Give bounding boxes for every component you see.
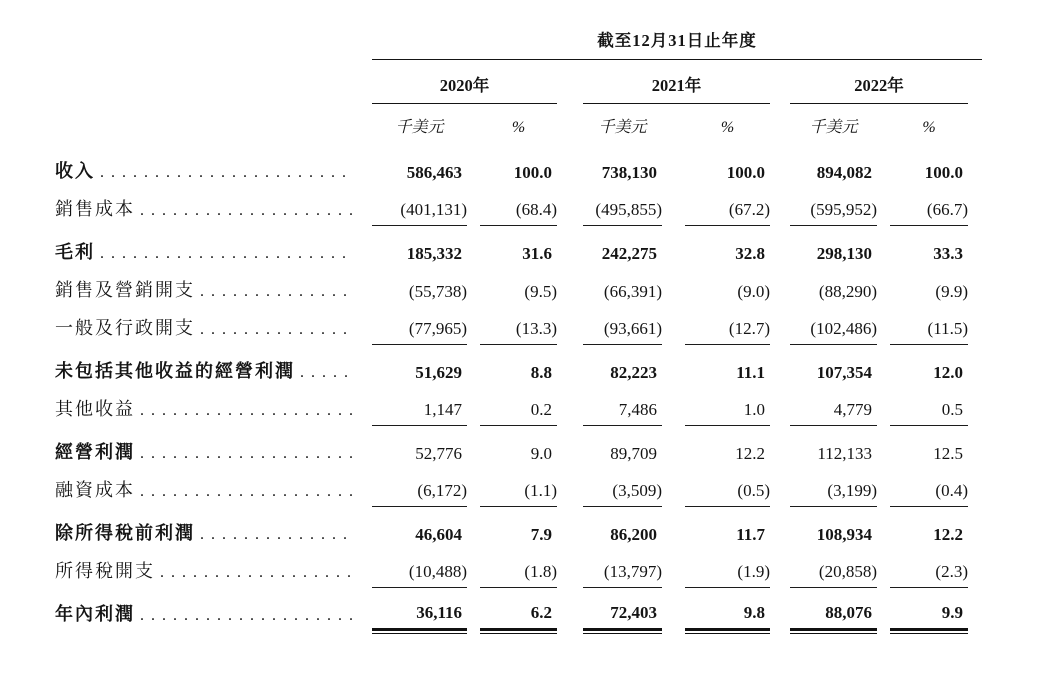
value-cell: 1,147	[372, 399, 467, 426]
table-row	[55, 512, 968, 550]
table-row	[55, 150, 968, 188]
row-label: 經營利潤	[55, 442, 135, 462]
dot-leader	[160, 560, 354, 584]
dot-leader	[300, 360, 354, 384]
column-gap	[770, 118, 790, 138]
value-cell: 52,776	[415, 444, 462, 463]
value-cell: (77,965)	[372, 318, 467, 345]
value-cell: 31.6	[522, 244, 552, 263]
value-cell: (68.4)	[480, 199, 557, 226]
value-cell: (66.7)	[890, 199, 968, 226]
row-label-cell	[55, 522, 372, 550]
value-cell: (55,738)	[408, 282, 467, 301]
value-cell: (2.3)	[890, 561, 968, 588]
value-cell: (1.9)	[685, 561, 770, 588]
row-label: 未包括其他收益的經營利潤	[55, 361, 295, 381]
value-cell: (93,661)	[583, 318, 662, 345]
table-row	[55, 307, 968, 345]
value-cell: 112,133	[817, 444, 872, 463]
value-cell: (1.1)	[480, 480, 557, 507]
table-row	[55, 431, 968, 469]
value-cell: (6,172)	[372, 480, 467, 507]
row-label: 一般及行政開支	[55, 318, 195, 338]
row-label: 除所得稅前利潤	[55, 523, 195, 543]
label-column-spacer	[55, 76, 372, 104]
value-cell: 12.2	[735, 444, 765, 463]
dot-leader	[140, 479, 354, 503]
year-header-2021: 2021年	[583, 76, 770, 104]
value-cell: 1.0	[685, 399, 770, 426]
column-gap	[557, 76, 583, 104]
value-cell: 107,354	[816, 363, 872, 382]
label-column-spacer	[55, 118, 372, 138]
value-cell: 0.5	[890, 399, 968, 426]
value-cell: (13.3)	[480, 318, 557, 345]
value-cell: (9.5)	[524, 282, 557, 301]
row-label-cell	[55, 198, 372, 226]
value-cell: (9.9)	[935, 282, 968, 301]
value-cell: 108,934	[816, 525, 872, 544]
value-cell: (0.4)	[890, 480, 968, 507]
value-cell: 12.5	[933, 444, 963, 463]
units-row	[55, 118, 968, 138]
value-cell: (20,858)	[790, 561, 877, 588]
value-cell: 72,403	[583, 602, 662, 631]
value-cell: 0.2	[480, 399, 557, 426]
value-cell: (66,391)	[603, 282, 662, 301]
unit-header-usd-thousand: 千美元	[809, 119, 858, 136]
row-label-cell	[55, 398, 372, 426]
value-cell: (11.5)	[890, 318, 968, 345]
table-row	[55, 550, 968, 588]
row-label-cell	[55, 560, 372, 588]
row-label: 銷售及營銷開支	[55, 280, 195, 300]
unit-header-usd-thousand: 千美元	[598, 119, 647, 136]
table-row	[55, 469, 968, 507]
row-label-cell	[55, 160, 372, 188]
value-cell: 100.0	[726, 163, 765, 182]
table-row	[55, 269, 968, 307]
value-cell: (1.8)	[480, 561, 557, 588]
years-row	[55, 76, 968, 104]
value-cell: 7,486	[583, 399, 662, 426]
table-row	[55, 231, 968, 269]
dot-leader	[200, 522, 354, 546]
column-gap	[877, 118, 890, 138]
value-cell: (3,199)	[790, 480, 877, 507]
value-cell: (401,131)	[372, 199, 467, 226]
value-cell: (12.7)	[685, 318, 770, 345]
dot-leader	[140, 398, 354, 422]
value-cell: 86,200	[610, 525, 657, 544]
value-cell: (495,855)	[583, 199, 662, 226]
column-gap	[662, 118, 685, 138]
table-row	[55, 388, 968, 426]
row-label: 其他收益	[55, 399, 135, 419]
value-cell: (10,488)	[372, 561, 467, 588]
row-label: 毛利	[55, 242, 95, 262]
value-cell: 6.2	[480, 602, 557, 631]
value-cell: (0.5)	[685, 480, 770, 507]
row-label-cell	[55, 360, 372, 388]
value-cell: 7.9	[530, 525, 552, 544]
table-body	[55, 150, 968, 631]
value-cell: 89,709	[610, 444, 657, 463]
row-label-cell	[55, 479, 372, 507]
value-cell: 82,223	[610, 363, 657, 382]
value-cell: 185,332	[406, 244, 462, 263]
dot-leader	[140, 441, 354, 465]
value-cell: 586,463	[406, 163, 462, 182]
value-cell: 298,130	[816, 244, 872, 263]
column-gap	[770, 76, 790, 104]
row-label-cell	[55, 441, 372, 469]
value-cell: 11.1	[736, 363, 765, 382]
value-cell: 46,604	[415, 525, 462, 544]
dot-leader	[200, 279, 354, 303]
value-cell: 36,116	[372, 602, 467, 631]
dot-leader	[100, 241, 354, 265]
dot-leader	[140, 603, 354, 627]
value-cell: 894,082	[816, 163, 872, 182]
column-gap	[557, 118, 583, 138]
row-label-cell	[55, 317, 372, 345]
column-gap	[467, 118, 480, 138]
table-row	[55, 593, 968, 631]
period-header: 截至12月31日止年度	[597, 31, 757, 50]
row-label-cell	[55, 603, 372, 631]
row-label: 所得稅開支	[55, 561, 155, 581]
dot-leader	[200, 317, 354, 341]
income-statement-table	[55, 30, 968, 631]
dot-leader	[140, 198, 354, 222]
value-cell: 11.7	[736, 525, 765, 544]
value-cell: (88,290)	[818, 282, 877, 301]
value-cell: 8.8	[530, 363, 552, 382]
value-cell: 9.9	[890, 602, 968, 631]
value-cell: 4,779	[790, 399, 877, 426]
row-label: 年內利潤	[55, 604, 135, 624]
value-cell: 9.8	[685, 602, 770, 631]
value-cell: 33.3	[933, 244, 963, 263]
year-header-2020: 2020年	[372, 76, 557, 104]
value-cell: (9.0)	[737, 282, 770, 301]
header-top-rule	[372, 59, 982, 60]
value-cell: 738,130	[601, 163, 657, 182]
value-cell: (67.2)	[685, 199, 770, 226]
row-label: 融資成本	[55, 480, 135, 500]
value-cell: (102,486)	[790, 318, 877, 345]
table-row	[55, 350, 968, 388]
row-label-cell	[55, 241, 372, 269]
unit-header-percent: %	[720, 119, 735, 136]
value-cell: 100.0	[513, 163, 552, 182]
value-cell: 51,629	[415, 363, 462, 382]
value-cell: (595,952)	[790, 199, 877, 226]
value-cell: (3,509)	[583, 480, 662, 507]
year-header-2022: 2022年	[790, 76, 968, 104]
unit-header-percent: %	[922, 119, 936, 136]
value-cell: 12.2	[933, 525, 963, 544]
value-cell: 242,275	[601, 244, 657, 263]
value-cell: 88,076	[790, 602, 877, 631]
value-cell: 32.8	[735, 244, 765, 263]
table-row	[55, 188, 968, 226]
row-label-cell	[55, 279, 372, 307]
row-label: 收入	[55, 161, 95, 181]
value-cell: 100.0	[924, 163, 963, 182]
dot-leader	[100, 160, 354, 184]
unit-header-percent: %	[511, 119, 526, 136]
value-cell: 12.0	[933, 363, 963, 382]
unit-header-usd-thousand: 千美元	[395, 119, 444, 136]
row-label: 銷售成本	[55, 199, 135, 219]
value-cell: (13,797)	[583, 561, 662, 588]
value-cell: 9.0	[530, 444, 552, 463]
